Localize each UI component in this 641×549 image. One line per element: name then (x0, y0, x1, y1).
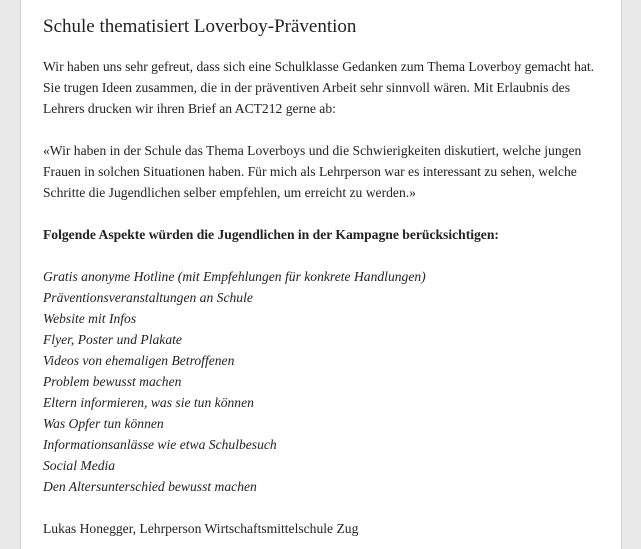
article-page (20, 0, 622, 549)
list-item: Was Opfer tun können (43, 416, 164, 431)
article-title: Schule thematisiert Loverboy-Prävention (43, 16, 357, 37)
list-item: Informationsanlässe wie etwa Schulbesuch (43, 437, 277, 452)
list-item: Den Altersunterschied bewusst machen (43, 479, 257, 494)
list-item: Gratis anonyme Hotline (mit Empfehlungen für konkrete Handlungen) (43, 269, 426, 284)
aspects-list (43, 266, 608, 497)
quote-paragraph: «Wir haben in der Schule das Thema Loverboys und die Schwierigkeiten diskutiert, welche jungen Frauen in solchen Situationen haben. Für mich als Lehrperson war es interessant zu sehen, welche Schritte die Jugendlichen selber empfehlen, um erreicht zu werden.» (43, 143, 582, 200)
article-content (43, 14, 608, 539)
list-item: Problem bewusst machen (43, 374, 182, 389)
list-item: Videos von ehemaligen Betroffenen (43, 353, 235, 368)
list-item: Website mit Infos (43, 311, 137, 326)
intro-paragraph: Wir haben uns sehr gefreut, dass sich eine Schulklasse Gedanken zum Thema Loverboy gemacht hat. Sie trugen Ideen zusammen, die in der präventiven Arbeit sehr sinnvoll wären. Mit Erlaubnis des Lehrers drucken wir ihren Brief an ACT212 gerne ab: (43, 59, 595, 116)
list-item: Social Media (43, 458, 116, 473)
list-item: Präventionsveranstaltungen an Schule (43, 290, 253, 305)
aspects-heading: Folgende Aspekte würden die Jugendlichen in der Kampagne berücksichtigen: (43, 227, 499, 242)
list-item: Eltern informieren, was sie tun können (43, 395, 254, 410)
signature: Lukas Honegger, Lehrperson Wirtschaftsmittelschule Zug (43, 521, 359, 536)
list-item: Flyer, Poster und Plakate (43, 332, 182, 347)
